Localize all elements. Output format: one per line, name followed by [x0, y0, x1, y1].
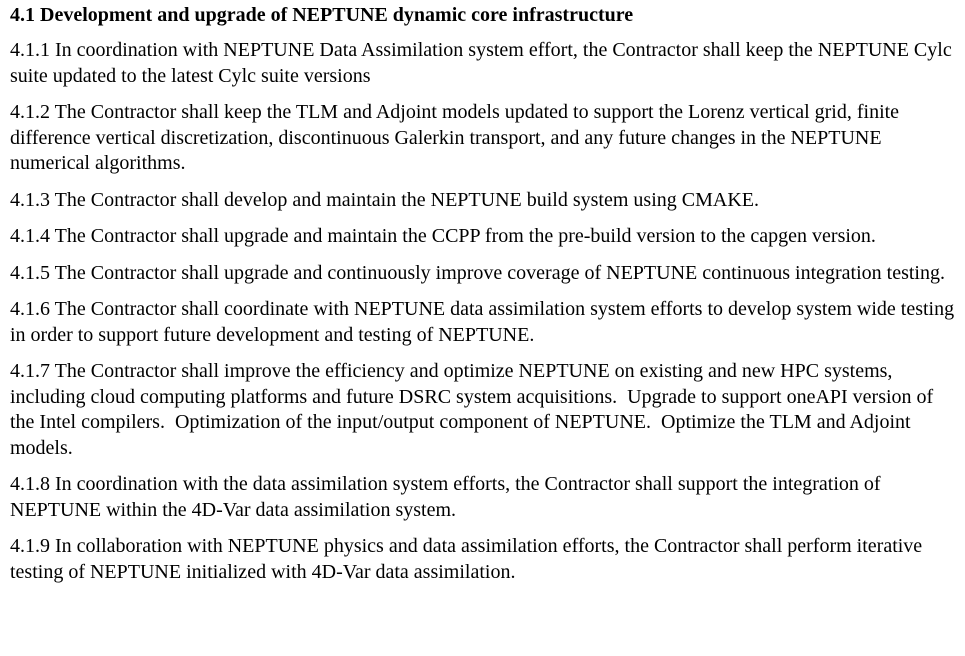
paragraph-4-1-2: 4.1.2 The Contractor shall keep the TLM and Adjoint models updated to support the Lorenz vertical grid, finite difference vertical discretization, discontinuous Galerkin transport, and any future changes in the NEPTUNE numerical algorithms.	[10, 101, 900, 174]
paragraph-4-1-4: 4.1.4 The Contractor shall upgrade and maintain the CCPP from the pre-build version to the capgen version.	[10, 225, 876, 247]
section-heading: 4.1 Development and upgrade of NEPTUNE dynamic core infrastructure	[10, 4, 634, 26]
paragraph-4-1-6: 4.1.6 The Contractor shall coordinate with NEPTUNE data assimilation system efforts to develop system wide testing in order to support future development and testing of NEPTUNE.	[10, 298, 955, 346]
paragraph-4-1-5: 4.1.5 The Contractor shall upgrade and continuously improve coverage of NEPTUNE continuous integration testing.	[10, 261, 945, 284]
paragraph-4-1-9: 4.1.9 In collaboration with NEPTUNE physics and data assimilation efforts, the Contractor shall perform iterative testing of NEPTUNE initialized with 4D-Var data assimilation.	[10, 535, 923, 583]
paragraph-4-1-3: 4.1.3 The Contractor shall develop and maintain the NEPTUNE build system using CMAKE.	[10, 188, 759, 211]
paragraph-4-1-7: 4.1.7 The Contractor shall improve the efficiency and optimize NEPTUNE on existing and new HPC systems, including cloud computing platforms and future DSRC system acquisitions. Upgrade to support oneAPI version of the Intel compilers. Optimization of the input/output component of NEPTUNE. Optimize the TLM and Adjoint models.	[10, 360, 939, 459]
paragraph-4-1-8: 4.1.8 In coordination with the data assimilation system efforts, the Contractor shall support the integration of NEPTUNE within the 4D-Var data assimilation system.	[10, 473, 881, 521]
paragraph-4-1-1: 4.1.1 In coordination with NEPTUNE Data Assimilation system effort, the Contractor shall keep the NEPTUNE Cylc suite updated to the latest Cylc suite versions	[10, 39, 952, 87]
